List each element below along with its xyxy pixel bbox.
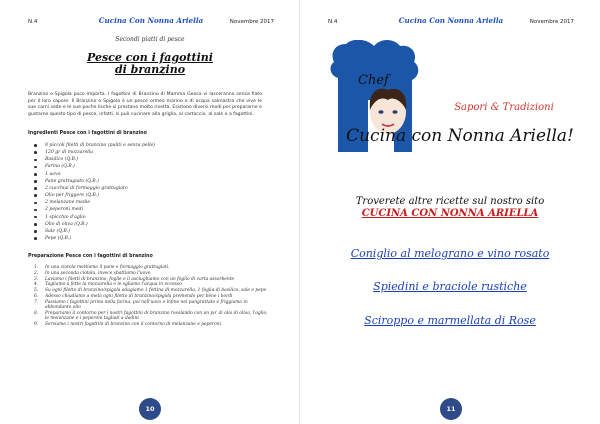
ingredient-item: 120 gr di mozzarella [34,149,155,156]
step-text: Passiamo i fagottini prima nella farina, poi nell'uovo e infine nel pangrattato e friggiamo in abbondante olio [45,299,248,311]
preparation-step: 5. Su ogni filetto di branzino/spigola adagiamo 1 fettina di mozzarella, 1 foglia di basilico, sale e pepe [34,288,267,294]
header-brand: Cucina Con Nonna Ariella [98,16,204,25]
step-text: In una ciotola mettiamo il pane e formaggio grattugiati. [45,265,170,270]
preparation-step: 6. Adesso chiudiamo a metà ogni filetto di branzino/spigola premendo per bene i bordi [34,293,233,299]
ingredient-item: Pane grattugiato (Q.B.) [34,178,155,185]
recipe-link-coniglio[interactable]: Coniglio al melograno e vino rosato [350,247,550,260]
ingredient-item: Farina (Q.B.) [34,163,155,170]
step-text: Prepariamo il contorno per i nostri fagottini di branzino rosolando con un po' di olio di oliva, l'aglio, le melanzane e i peperoni tagliati a dadini [45,310,268,322]
header-brand: Cucina Con Nonna Ariella [398,16,504,25]
ingredient-item: 1 spicchio d'aglio [34,214,155,221]
recipe-title-line1: Pesce con i fagottini [87,51,213,64]
step-text: Serviamo i nostri fagottini di branzino con il contorno di melanzane e peperoni [45,322,221,328]
step-text: In una seconda ciotola, invece sbattiamo l'uovo [45,270,151,276]
recipe-title-line2: di branzino [114,63,186,76]
step-text: Adesso chiudiamo a metà ogni filetto di branzino/spigola premendo per bene i bordi [45,293,233,299]
preparation-step: 7. Passiamo i fagottini prima nella farina, poi nell'uovo e infine nel pangrattato e friggiamo in abbondante olio [34,299,248,311]
preparation-step: 2. In una seconda ciotola, invece sbattiamo l'uovo [34,270,151,276]
preparation-steps [34,265,272,328]
preparation-step: 3. Laviamo i filetti di branzino, foglie e li asciughiamo con un foglio di carta assorbente [34,276,235,282]
recipe-link-sciroppo[interactable]: Sciroppo e marmellata di Rose [364,314,536,327]
preparation-heading: Preparazione Pesce con i fagottini di branzino [28,254,153,259]
chef-logo [328,40,576,160]
ingredient-item: Olio per friggere (Q.B.) [34,192,155,199]
ingredient-item: Pepe (Q.B.) [34,235,155,242]
recipe-intro: Branzino o Spigola poco importa. I fagottini di Branzino di Mamma Geosa vi lasceranno senza fiato per il loro sapore. Il Branzino o Spigola è un pesce ormeo marino e di acqua salmastra che vive le sue carni sode e le sue poche lische si prestano molto rivetta. Esistono diversi modi per prepararne e gustarne questo tipo di pesce, infatti, si può cucinare alla griglia, al cartoccio, al sale e a fagottini. [28,92,262,117]
ingredient-item: 2 peperoni medi [34,206,155,213]
ingredient-item: 2 melanzane medie [34,199,155,206]
ingredient-item: 1 uovo [34,171,155,178]
logo-tagline: Sapori & Tradizioni [454,102,554,113]
recipe-title [40,52,260,76]
step-text: Laviamo i filetti di branzino, foglie e li asciughiamo con un foglio di carta assorbente [45,276,235,282]
ingredient-item: 2 cucchiai di formaggio grattugiato [34,185,155,192]
logo-name: Cucina con Nonna Ariella! [346,126,574,146]
chef-label: Chef [358,73,389,88]
ingredient-item: 8 piccoli filetti di branzino (puliti e senza pelle) [34,142,155,149]
ingredients-list [34,142,155,242]
issue-number: N.4 [28,19,38,25]
promo-text: Troverete altre ricette sul nostro sito [355,196,545,207]
right-page [300,0,600,424]
preparation-step: 4. Tagliamo a fette la mozzarella e le sgliamo l'acqua in eccesso [34,282,182,288]
ingredient-item: Basilico (Q.B.) [34,156,155,163]
header-date: Novembre 2017 [229,19,274,25]
header-date: Novembre 2017 [529,19,574,25]
ingredient-item: Sale (Q.B.) [34,228,155,235]
preparation-step: 8. Prepariamo il contorno per i nostri fagottini di branzino rosolando con un po' di olio di oliva, l'aglio, le melanzane e i peperoni tagliati a dadini [34,310,268,322]
section-label: Secondi piatti di pesce [115,36,185,43]
page-header [28,15,274,29]
ingredients-heading: Ingredienti Pesce con i fagottini di branzino [28,131,147,136]
ingredient-item: Olio di oliva (Q.B.) [34,221,155,228]
preparation-step: 9. Serviamo i nostri fagottini di branzino con il contorno di melanzane e peperoni [34,322,221,328]
issue-number: N.4 [328,19,338,25]
page-header [328,15,574,29]
recipe-link-spiedini[interactable]: Spiedini e braciole rustiche [373,280,527,293]
page-number-badge: 10 [139,398,161,420]
step-text: Su ogni filetto di branzino/spigola adagiamo 1 fettina di mozzarella, 1 foglia di basilico, sale e pepe [45,288,267,294]
page-number-badge: 11 [440,398,462,420]
site-link[interactable]: CUCINA CON NONNA ARIELLA [361,208,539,219]
preparation-step: 1. In una ciotola mettiamo il pane e formaggio grattugiati. [34,265,170,270]
step-text: Tagliamo a fette la mozzarella e le sgliamo l'acqua in eccesso [45,282,182,288]
